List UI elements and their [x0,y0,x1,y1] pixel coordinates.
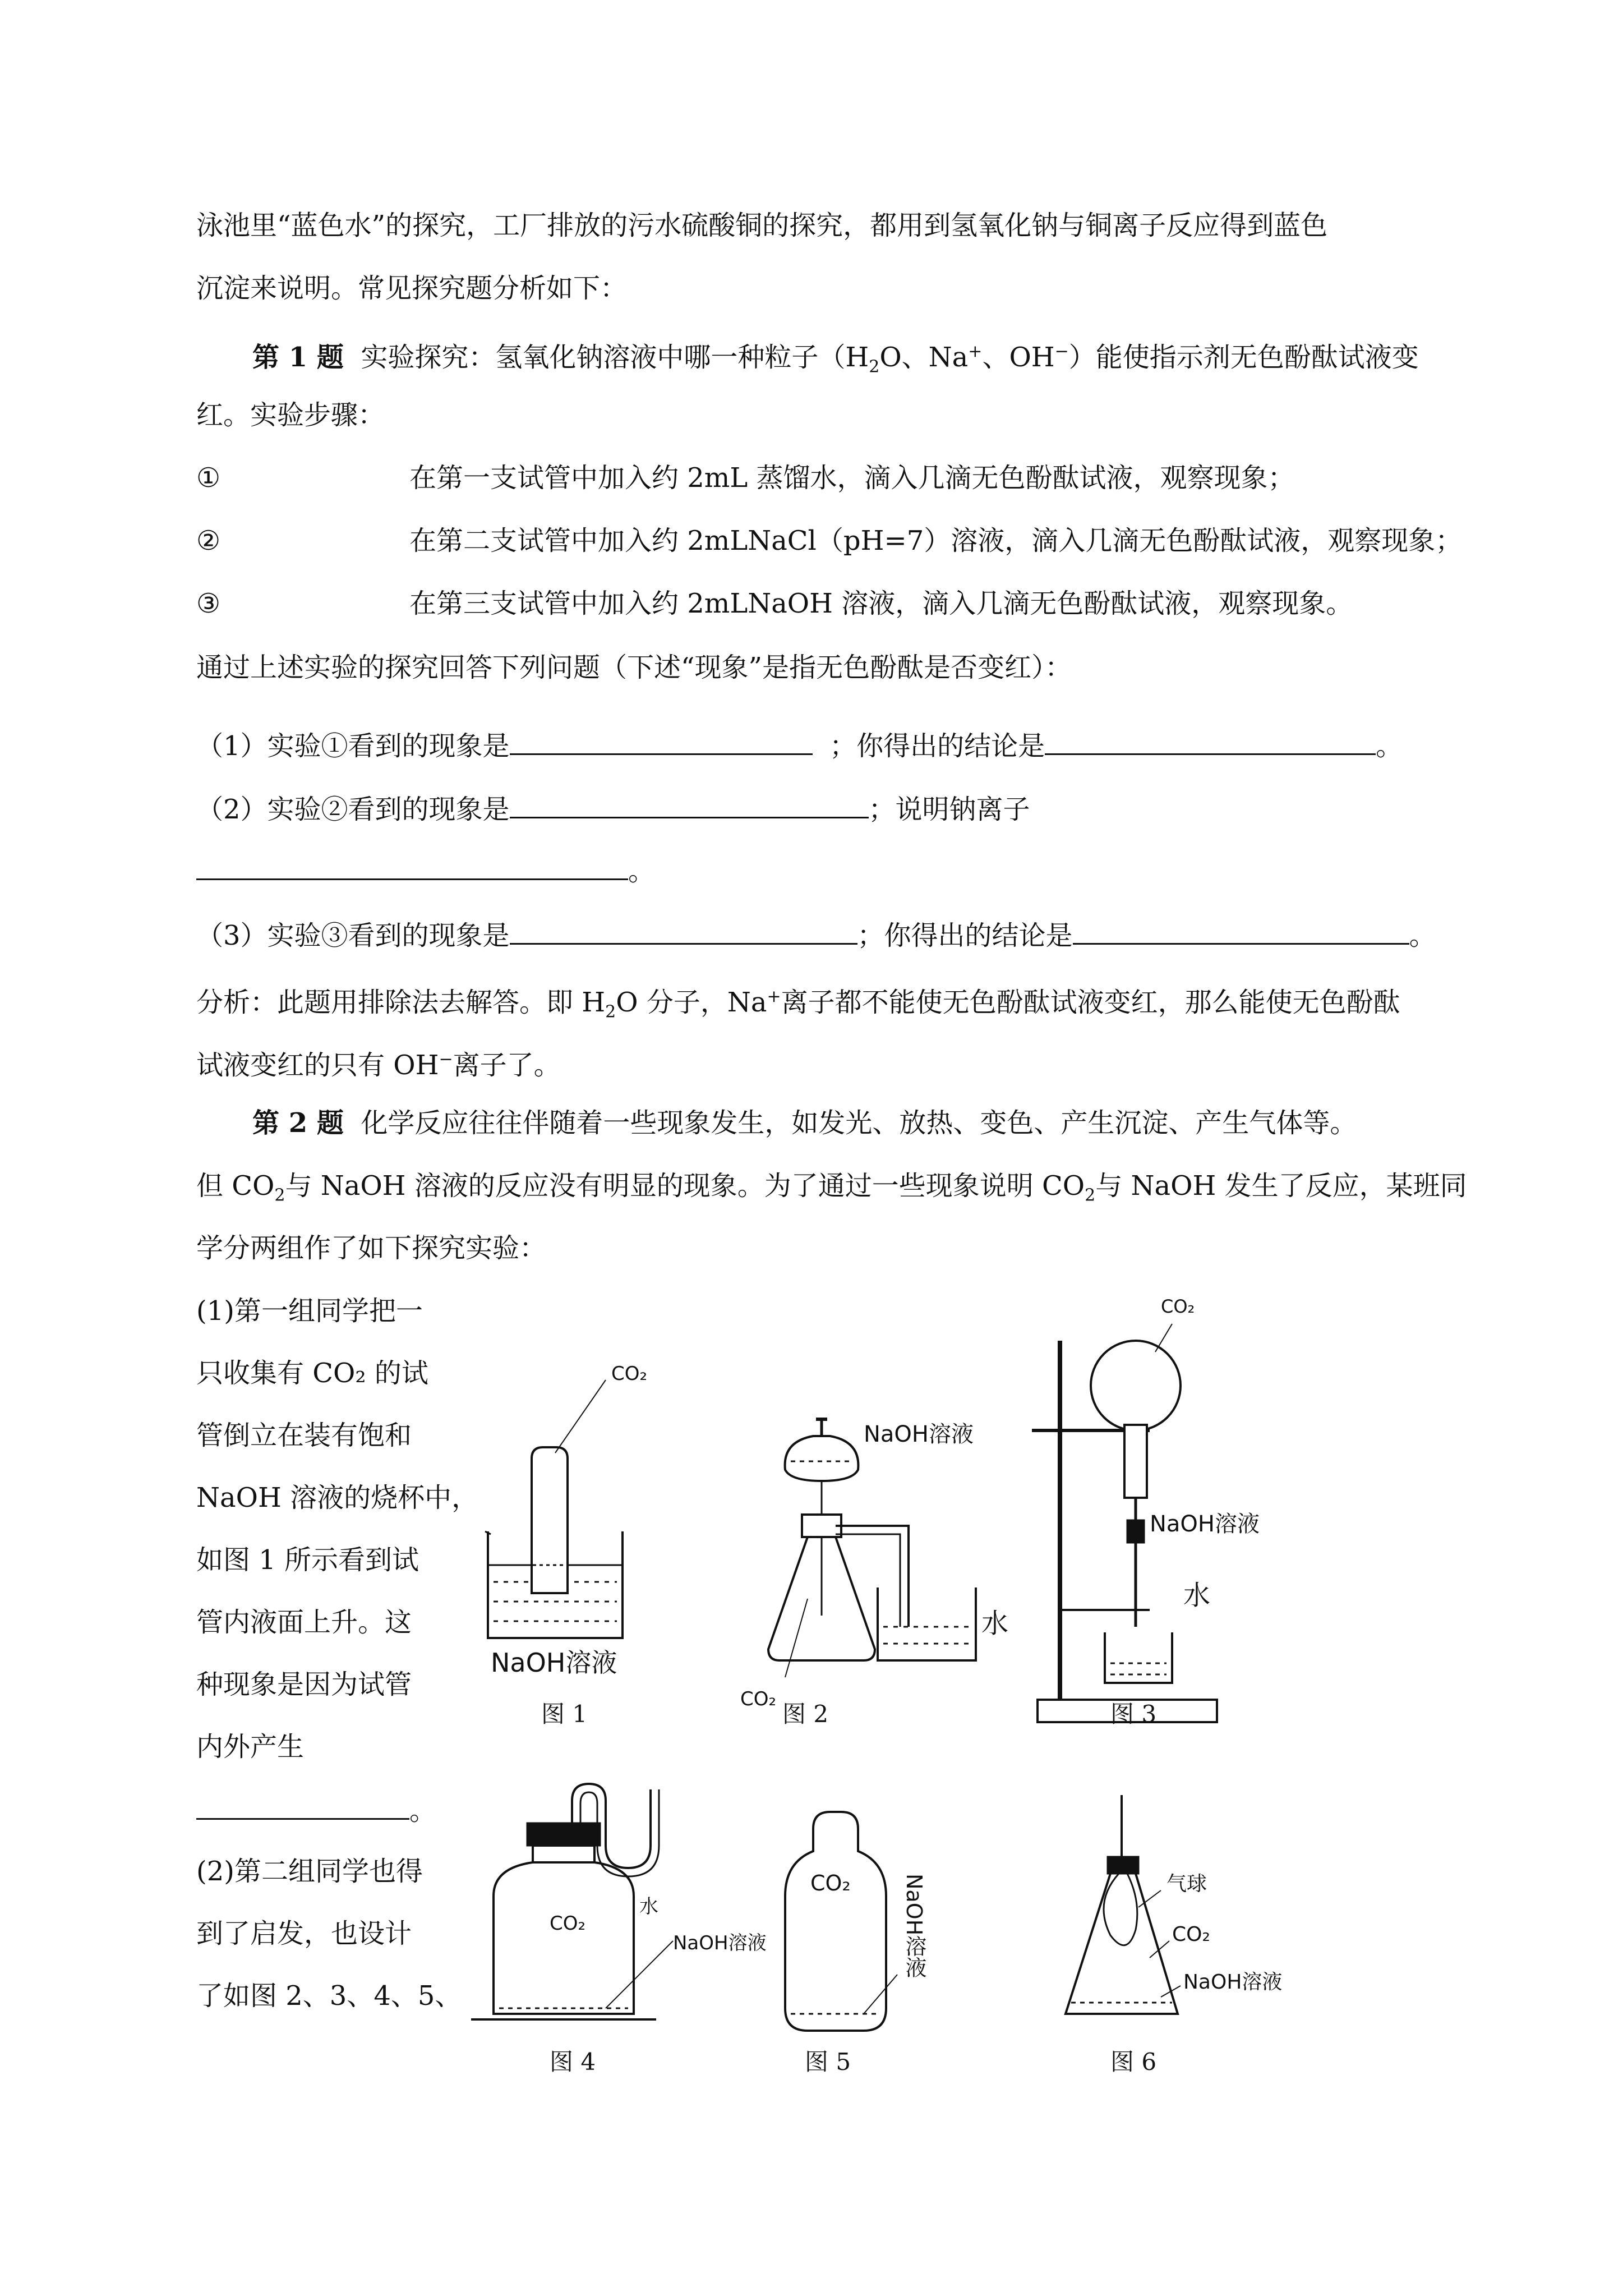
fig6-caption: 图 6 [1110,2048,1157,2076]
q1-line-2: 红。实验步骤： [196,399,385,431]
side-blank-line: 。 [196,1792,454,1855]
side-line: 到了启发，也设计 [196,1918,412,1949]
fig2-co2-label: CO₂ [740,1688,777,1710]
q1-sub-3: （3）实验③看到的现象是 ；你得出的结论是 。 [196,917,1436,953]
fig2-caption: 图 2 [782,1700,829,1728]
step-2: ② 在第二支试管中加入约 2mLNaCl（pH=7）溶液，滴入几滴无色酚酞试液，观察现象； [196,525,1463,556]
q2-line-3: 学分两组作了如下探究实验： [196,1232,547,1264]
fig4-co2-label: CO₂ [550,1912,586,1935]
blank-side[interactable] [196,1792,409,1820]
blank-2a[interactable] [510,791,869,818]
q1-instruction: 通过上述实验的探究回答下列问题（下述“现象”是指无色酚酞是否变红）： [196,652,1072,683]
side-line: 管内液面上升。这 [196,1607,412,1638]
q1-analysis-2: 试液变红的只有 OH−离子了。 [196,1050,561,1081]
fig2-naoh-label: NaOH溶液 [864,1421,974,1447]
figure-4 [471,1784,767,2076]
fig3-naoh-label: NaOH溶液 [1150,1511,1260,1537]
figure-5 [785,1812,926,2076]
side-line: (1)第一组同学把一 [196,1295,423,1327]
blank-3b[interactable] [1073,917,1409,945]
q2-side-column [196,1294,479,2041]
figure-3 [1032,1296,1260,1728]
figure-6 [1066,1795,1282,2076]
figures-panel [471,1268,1283,2109]
intro-line-2: 沉淀来说明。常见探究题分析如下： [196,273,628,304]
q1-heading: 第 1 题 [252,342,344,373]
fig6-balloon-label: 气球 [1166,1872,1207,1895]
q1-sub-2: （2）实验②看到的现象是 ；说明钠离子 [196,791,1030,826]
step-1: ① 在第一支试管中加入约 2mL 蒸馏水，滴入几滴无色酚酞试液，观察现象； [196,462,1295,494]
side-line: 了如图 2、3、4、5、 [196,1980,462,2012]
side-line: (2)第二组同学也得 [196,1856,423,1887]
fig6-co2-label: CO₂ [1172,1923,1210,1946]
q2-line-2: 但 $CO_2$与 NaOH 溶液的反应没有明显的现象。为了通过一些现象说明 $CO_2$与 NaOH 发生了反应，某班同 [196,1170,1467,1205]
blank-2b[interactable] [196,853,628,880]
fig5-naoh-label: NaOH溶液 [902,1874,926,1978]
side-line: 管倒立在装有饱和 [196,1420,412,1451]
fig5-caption: 图 5 [805,2048,851,2076]
fig1-caption: 图 1 [541,1700,588,1728]
figure-2 [740,1419,1008,1728]
step-3: ③ 在第三支试管中加入约 2mLNaOH 溶液，滴入几滴无色酚酞试液，观察现象。 [196,588,1353,619]
q1-title-line: 第 1 题 实验探究：氢氧化钠溶液中哪一种粒子（$H_2O$、Na+、OH−）能使指示剂无色酚酞试液变 [252,342,1419,377]
blank-1a[interactable] [510,728,813,755]
blank-3a[interactable] [510,917,857,945]
figure-1 [485,1363,647,1728]
side-line: 内外产生 [196,1731,305,1763]
fig4-caption: 图 4 [550,2048,596,2076]
q1-sub-2-cont: 。 [196,853,655,888]
intro-line-1: 泳池里“蓝色水”的探究，工厂排放的污水硫酸铜的探究，都用到氢氧化钠与铜离子反应得到蓝色 [196,210,1328,241]
q2-heading: 第 2 题 [252,1107,344,1139]
fig1-naoh-label: NaOH溶液 [491,1648,617,1678]
fig2-water-label: 水 [981,1608,1009,1639]
q1-analysis: 分析：此题用排除法去解答。即 $H_2O$ 分子，Na+离子都不能使无色酚酞试液变红，那么能使无色酚酞 [196,987,1400,1022]
side-line: 只收集有 CO₂ 的试 [196,1358,428,1389]
q2-title-line: 第 2 题 化学反应往往伴随着一些现象发生，如发光、放热、变色、产生沉淀、产生气体等。 [252,1107,1357,1139]
fig1-co2-label: CO₂ [611,1363,648,1385]
side-line: 种现象是因为试管 [196,1669,412,1700]
blank-1b[interactable] [1045,728,1376,755]
fig3-water-label: 水 [1183,1580,1211,1611]
fig6-naoh-label: NaOH溶液 [1183,1971,1283,1994]
side-line: 如图 1 所示看到试 [196,1544,419,1576]
side-line: NaOH 溶液的烧杯中， [196,1482,479,1513]
fig5-co2-label: CO₂ [810,1871,851,1895]
fig4-naoh-label: NaOH溶液 [673,1932,767,1954]
q1-sub-1: （1）实验①看到的现象是 ；你得出的结论是 。 [196,728,1403,763]
fig4-water-label: 水 [639,1895,658,1918]
fig3-caption: 图 3 [1110,1700,1157,1728]
fig3-co2-label: CO₂ [1161,1296,1195,1317]
